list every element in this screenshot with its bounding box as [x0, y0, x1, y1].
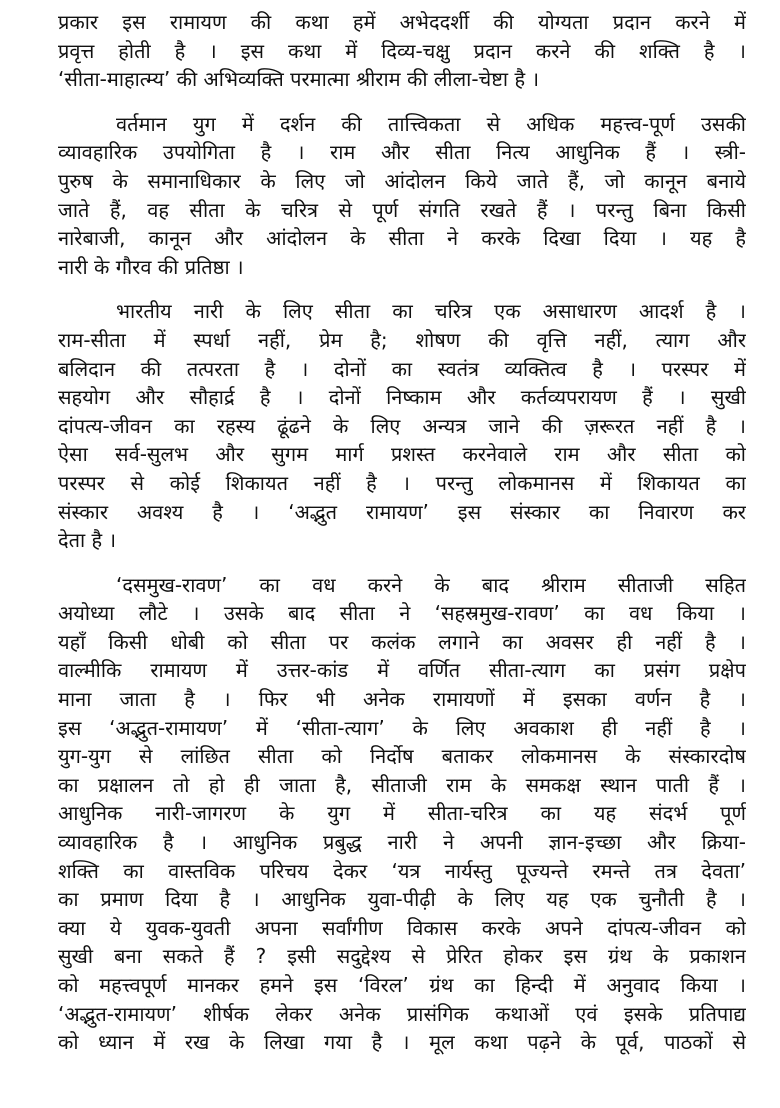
text-line: क्या ये युवक-युवती अपना सर्वांगीण विकास करके अपने दांपत्य-जीवन को: [58, 915, 746, 940]
text-line: यहाँ किसी धोबी को सीता पर कलंक लगाने का अवसर ही नहीं है ।: [58, 629, 746, 654]
text-line: संस्कार अवश्य है । ‘अद्भुत रामायण’ इस संस्कार का निवारण कर: [58, 499, 746, 524]
text-line: दांपत्य-जीवन का रहस्य ढूंढने के लिए अन्यत्र जाने की ज़रूरत नहीं है ।: [58, 413, 746, 438]
text-line: नारेबाजी, कानून और आंदोलन के सीता ने करके दिखा दिया । यह है: [58, 226, 746, 251]
text-line: भारतीय नारी के लिए सीता का चरित्र एक असाधारण आदर्श है ।: [116, 299, 746, 324]
text-line: अयोध्या लौटे । उसके बाद सीता ने ‘सहस्रमुख-रावण’ का वध किया ।: [58, 601, 746, 626]
text-line: ऐसा सर्व-सुलभ और सुगम मार्ग प्रशस्त करनेवाले राम और सीता को: [58, 442, 746, 467]
text-line: इस ‘अद्भुत-रामायण’ में ‘सीता-त्याग’ के लिए अवकाश ही नहीं है ।: [58, 715, 746, 740]
text-line: का प्रक्षालन तो हो ही जाता है, सीताजी राम के समकक्ष स्थान पाती हैं ।: [58, 772, 746, 797]
text-line: को ध्यान में रख के लिखा गया है । मूल कथा पढ़ने के पूर्व, पाठकों से: [58, 1030, 746, 1055]
text-line: प्रकार इस रामायण की कथा हमें अभेददर्शी की योग्यता प्रदान करने में: [58, 10, 746, 34]
paragraph-2: [58, 110, 746, 282]
text-line: नारी के गौरव की प्रतिष्ठा ।: [58, 254, 244, 279]
text-line: जाते हैं, वह सीता के चरित्र से पूर्ण संगति रखते हैं । परन्तु बिना किसी: [58, 197, 746, 222]
text-line: शक्ति का वास्तविक परिचय देकर ‘यत्र नार्यस्तु पूज्यन्ते रमन्ते तत्र देवता’: [58, 858, 746, 883]
text-line: को महत्त्वपूर्ण मानकर हमने इस ‘विरल’ ग्रंथ का हिन्दी में अनुवाद किया ।: [58, 973, 746, 997]
text-line: देता है ।: [58, 528, 117, 553]
text-line: ‘अद्भुत-रामायण’ शीर्षक लेकर अनेक प्रासंगिक कथाओं एवं इसके प्रतिपाद्य: [58, 1001, 746, 1026]
text-line: वाल्मीकि रामायण में उत्तर-कांड में वर्णित सीता-त्याग का प्रसंग प्रक्षेप: [58, 658, 746, 683]
paragraph-1: [58, 8, 746, 94]
text-line: माना जाता है । फिर भी अनेक रामायणों में इसका वर्णन है ।: [58, 687, 746, 712]
text-line: सहयोग और सौहार्द्र है । दोनों निष्काम और कर्तव्यपरायण हैं । सुखी: [58, 385, 746, 410]
text-line: आधुनिक नारी-जागरण के युग में सीता-चरित्र का यह संदर्भ पूर्ण: [58, 801, 746, 826]
text-line: राम-सीता में स्पर्धा नहीं, प्रेम है; शोषण की वृत्ति नहीं, त्याग और: [58, 327, 746, 352]
text-line: व्यावहारिक उपयोगिता है । राम और सीता नित्य आधुनिक हैं । स्त्री-: [58, 140, 746, 165]
text-line: व्यावहारिक है । आधुनिक प्रबुद्ध नारी ने अपनी ज्ञान-इच्छा और क्रिया-: [58, 830, 746, 855]
text-line: प्रवृत्त होती है । इस कथा में दिव्य-चक्षु प्रदान करने की शक्ति है ।: [58, 38, 746, 63]
text-line: ‘सीता-माहात्म्य’ की अभिव्यक्ति परमात्मा श्रीराम की लीला-चेष्टा है ।: [58, 67, 540, 92]
paragraph-3: [58, 297, 746, 554]
text-line: परस्पर से कोई शिकायत नहीं है । परन्तु लोकमानस में शिकायत का: [58, 470, 746, 495]
text-line: बलिदान की तत्परता है । दोनों का स्वतंत्र व्यक्तित्व है । परस्पर में: [58, 356, 746, 381]
text-line: सुखी बना सकते हैं ? इसी सदुद्देश्य से प्रेरित होकर इस ग्रंथ के प्रकाशन: [58, 944, 746, 969]
text-line: युग-युग से लांछित सीता को निर्दोष बताकर लोकमानस के संस्कारदोष: [58, 744, 746, 769]
text-line: का प्रमाण दिया है । आधुनिक युवा-पीढ़ी के लिए यह एक चुनौती है ।: [58, 887, 746, 912]
paragraph-4: [58, 571, 746, 1057]
text-line: पुरुष के समानाधिकार के लिए जो आंदोलन किये जाते हैं, जो कानून बनाये: [58, 168, 746, 193]
text-line: वर्तमान युग में दर्शन की तात्त्विकता से अधिक महत्त्व-पूर्ण उसकी: [116, 111, 746, 136]
text-line: ‘दसमुख-रावण’ का वध करने के बाद श्रीराम सीताजी सहित: [116, 572, 746, 597]
